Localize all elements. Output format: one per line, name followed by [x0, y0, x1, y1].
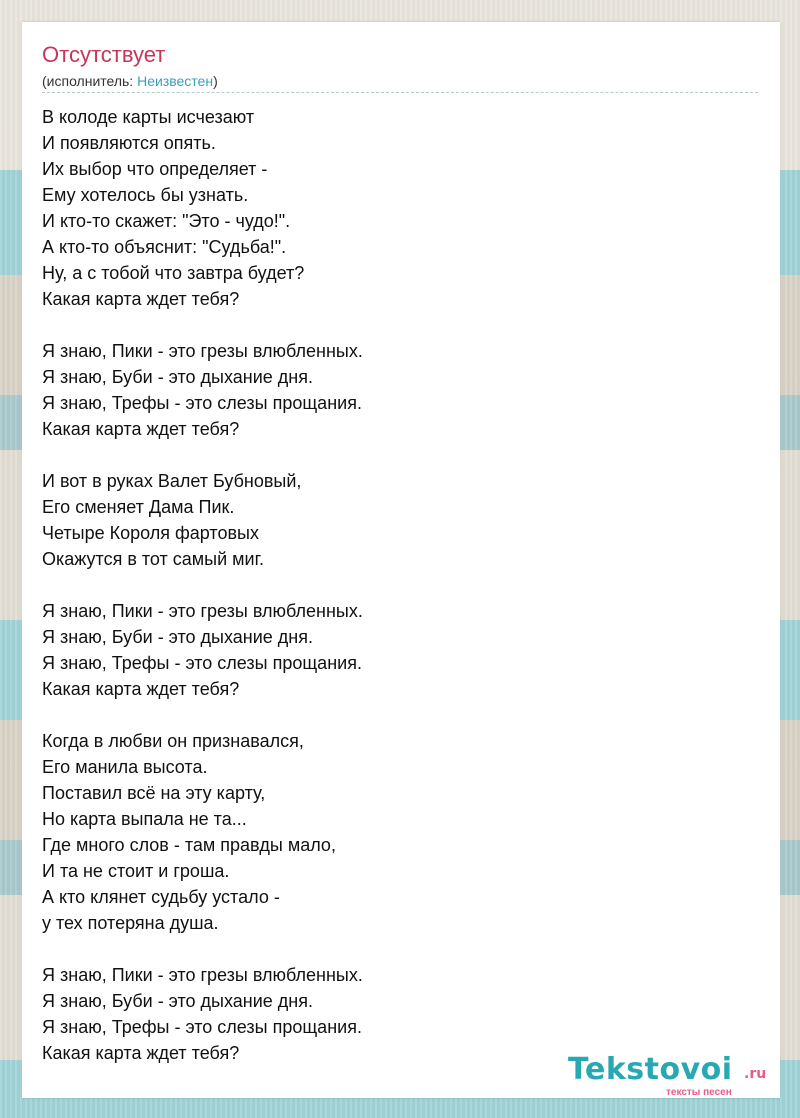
lyrics-line: Я знаю, Пики - это грезы влюбленных. [42, 341, 363, 361]
lyrics-stanza [42, 598, 742, 702]
lyrics-line: у тех потеряна душа. [42, 913, 219, 933]
lyrics-line: И вот в руках Валет Бубновый, [42, 471, 302, 491]
lyrics-line: Его сменяет Дама Пик. [42, 497, 235, 517]
lyrics-stanza [42, 962, 742, 1066]
lyrics-line: Ему хотелось бы узнать. [42, 185, 249, 205]
lyrics-line: И та не стоит и гроша. [42, 861, 230, 881]
lyrics-line: А кто клянет судьбу устало - [42, 887, 280, 907]
lyrics-line: Я знаю, Трефы - это слезы прощания. [42, 653, 362, 673]
lyrics-line: Я знаю, Буби - это дыхание дня. [42, 991, 313, 1011]
lyrics-line: А кто-то объяснит: "Судьба!". [42, 237, 287, 257]
lyrics-line: Окажутся в тот самый миг. [42, 549, 264, 569]
lyrics-line: Я знаю, Буби - это дыхание дня. [42, 367, 313, 387]
lyrics-line: И кто-то скажет: "Это - чудо!". [42, 211, 291, 231]
artist-line [42, 73, 218, 89]
lyrics-line: Я знаю, Пики - это грезы влюбленных. [42, 601, 363, 621]
lyrics-stanza [42, 338, 742, 442]
logo-tagline: тексты песен [666, 1087, 732, 1098]
lyrics-stanza [42, 104, 742, 312]
site-logo[interactable] [568, 1052, 778, 1097]
lyrics-line: Ну, а с тобой что завтра будет? [42, 263, 305, 283]
lyrics-text [42, 104, 742, 1066]
artist-link[interactable]: Неизвестен [137, 73, 214, 89]
lyrics-line: Их выбор что определяет - [42, 159, 268, 179]
lyrics-sheet [22, 22, 780, 1098]
title-divider [42, 92, 758, 93]
artist-prefix: (исполнитель: [42, 73, 138, 89]
song-title: Отсутствует [42, 42, 166, 67]
lyrics-line: Четыре Короля фартовых [42, 523, 259, 543]
lyrics-line: Я знаю, Трефы - это слезы прощания. [42, 1017, 362, 1037]
lyrics-line: Когда в любви он признавался, [42, 731, 304, 751]
lyrics-line: Какая карта ждет тебя? [42, 1043, 240, 1063]
lyrics-line: Я знаю, Буби - это дыхание дня. [42, 627, 313, 647]
lyrics-line: В колоде карты исчезают [42, 107, 255, 127]
lyrics-line: Но карта выпала не та... [42, 809, 247, 829]
artist-suffix: ) [213, 73, 218, 89]
lyrics-stanza [42, 728, 742, 936]
logo-tld: .ru [744, 1066, 767, 1082]
lyrics-line: Я знаю, Пики - это грезы влюбленных. [42, 965, 363, 985]
lyrics-line: Где много слов - там правды мало, [42, 835, 336, 855]
lyrics-line: Я знаю, Трефы - это слезы прощания. [42, 393, 362, 413]
lyrics-line: И появляются опять. [42, 133, 216, 153]
lyrics-line: Какая карта ждет тебя? [42, 419, 240, 439]
lyrics-line: Поставил всё на эту карту, [42, 783, 266, 803]
lyrics-line: Какая карта ждет тебя? [42, 679, 240, 699]
lyrics-stanza [42, 468, 742, 572]
logo-name: Tekstovoi [568, 1052, 733, 1087]
lyrics-line: Его манила высота. [42, 757, 208, 777]
lyrics-line: Какая карта ждет тебя? [42, 289, 240, 309]
